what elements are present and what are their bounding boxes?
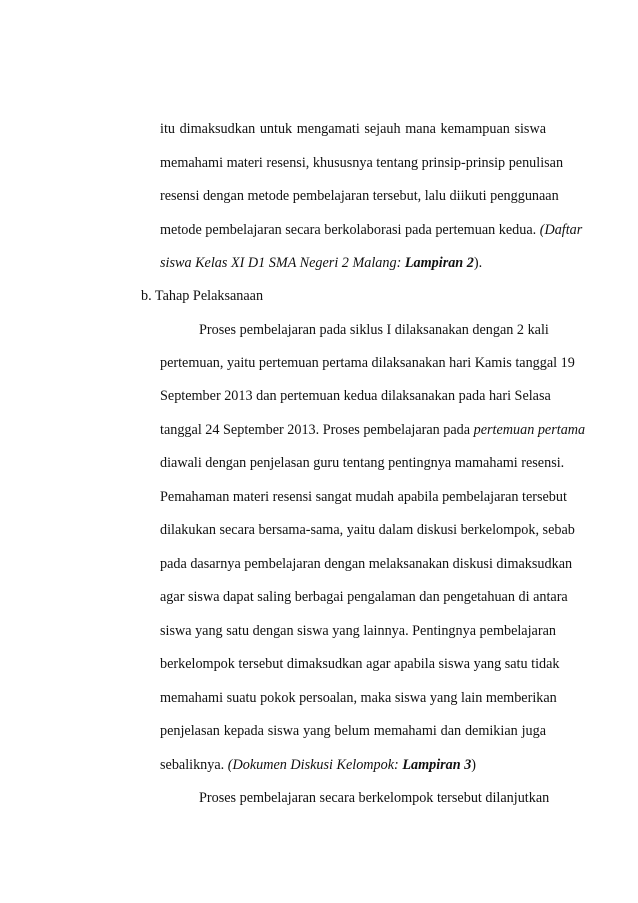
paragraph-1-line-2: memahami materi resensi, khususnya tentang prinsip-prinsip penulisan [160, 155, 564, 171]
paragraph-2-line-3: September 2013 dan pertemuan kedua dilaksanakan pada hari Selasa [160, 388, 551, 404]
paragraph-3-line-1: Proses pembelajaran secara berkelompok tersebut dilanjutkan [199, 790, 550, 806]
paragraph-2-line-6: Pemahaman materi resensi sangat mudah apabila pembelajaran tersebut [160, 489, 567, 505]
paragraph-2-line-2: pertemuan, yaitu pertemuan pertama dilaksanakan hari Kamis tanggal 19 [160, 355, 575, 371]
paragraph-2-line-5: diawali dengan penjelasan guru tentang pentingnya mamahami resensi. [160, 455, 565, 471]
paragraph-1-line-1: itu dimaksudkan untuk mengamati sejauh mana kemampuan siswa [160, 121, 546, 137]
paragraph-2-line-12: memahami suatu pokok persoalan, maka siswa yang lain memberikan [160, 690, 557, 706]
paragraph-1-line-5 [160, 253, 546, 273]
paragraph-2-line-7: dilakukan secara bersama-sama, yaitu dalam diskusi berkelompok, sebab [160, 522, 575, 538]
paragraph-1-line-4 [160, 220, 583, 240]
paragraph-2-line-13: penjelasan kepada siswa yang belum memahami dan demikian juga [160, 723, 546, 739]
paragraph-2-line-14 [160, 755, 546, 775]
paragraph-2-line-14-text: sebaliknya. [160, 757, 225, 773]
paragraph-2-line-1: Proses pembelajaran pada siklus I dilaksanakan dengan 2 kali [199, 322, 549, 338]
paragraph-2-line-11: berkelompok tersebut dimaksudkan agar apabila siswa yang satu tidak [160, 656, 560, 672]
paragraph-2-line-4-text: tanggal 24 September 2013. Proses pembelajaran pada [160, 422, 471, 438]
paragraph-2-line-10: siswa yang satu dengan siswa yang lainnya. Pentingnya pembelajaran [160, 623, 556, 639]
lampiran-2-ref: Lampiran 2 [404, 255, 474, 271]
citation-close-2: ) [471, 757, 477, 773]
paragraph-1-line-4-text: metode pembelajaran secara berkolaborasi pada pertemuan kedua. [160, 222, 537, 238]
paragraph-2-line-8: pada dasarnya pembelajaran dengan melaksanakan diskusi dimaksudkan [160, 556, 573, 572]
citation-close: ). [473, 255, 483, 271]
citation-dokumen: (Dokumen Diskusi Kelompok: [227, 757, 399, 773]
lampiran-3-ref: Lampiran 3 [402, 757, 472, 773]
citation-daftar: (Daftar [539, 222, 583, 238]
section-heading-b: b. Tahap Pelaksanaan [141, 288, 264, 304]
citation-siswa: siswa Kelas XI D1 SMA Negeri 2 Malang: [160, 255, 402, 271]
paragraph-1-line-3: resensi dengan metode pembelajaran tersebut, lalu diikuti penggunaan [160, 188, 559, 204]
paragraph-2-line-4 [160, 420, 586, 440]
paragraph-2-line-9: agar siswa dapat saling berbagai pengalaman dan pengetahuan di antara [160, 589, 568, 605]
pertemuan-pertama-text: pertemuan pertama [473, 422, 586, 438]
